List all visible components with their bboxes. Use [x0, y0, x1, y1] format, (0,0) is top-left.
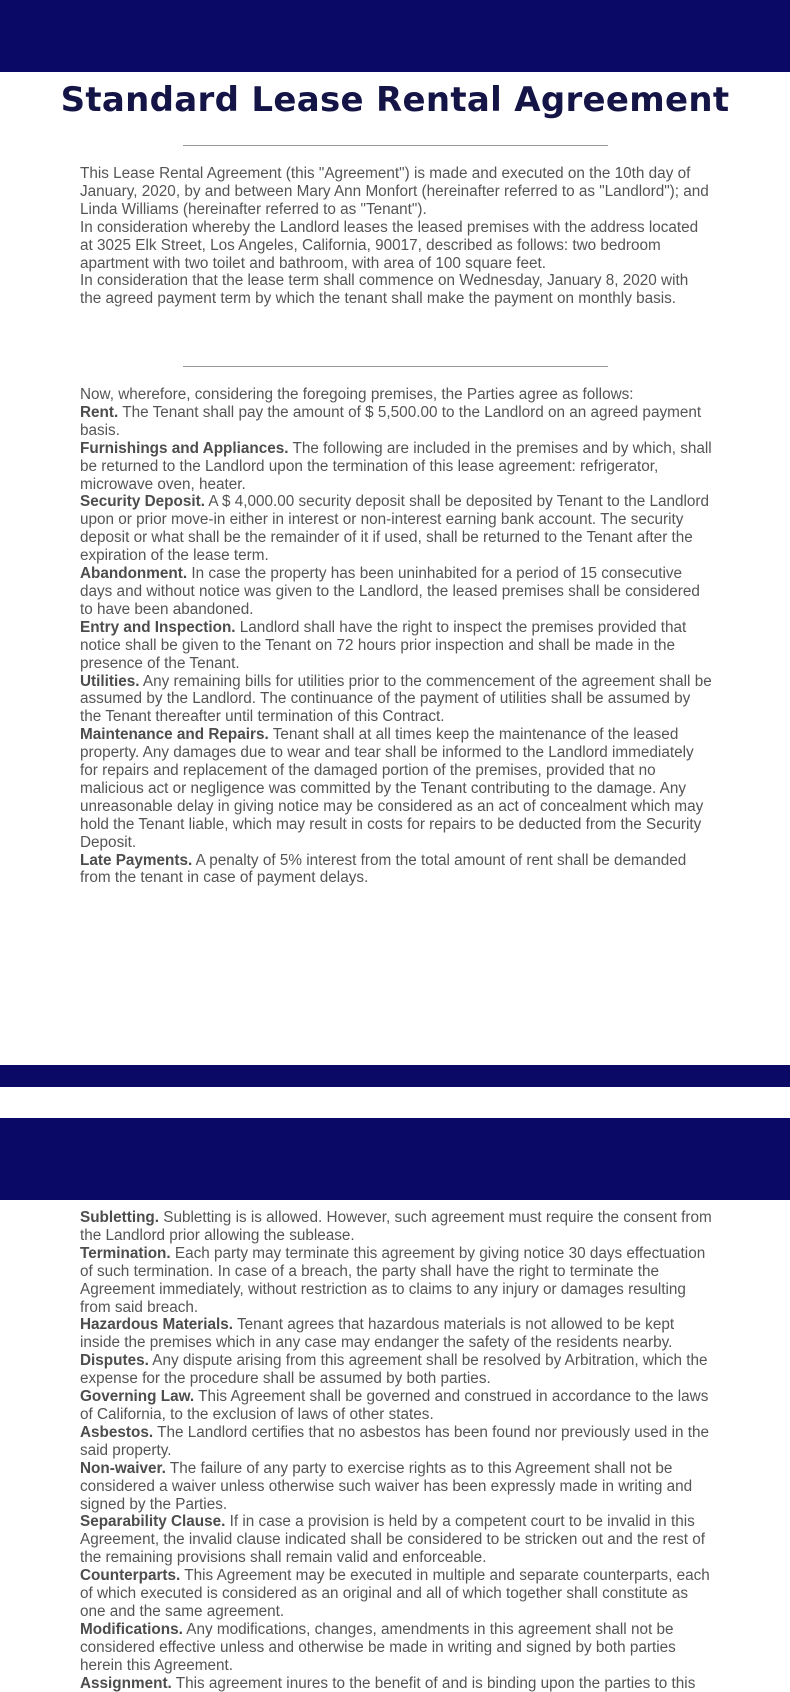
document-title: Standard Lease Rental Agreement — [60, 80, 730, 120]
clause — [80, 440, 712, 494]
header-band — [0, 0, 790, 72]
clause-text: This Agreement shall be governed and construed in accordance to the laws of California, to the exclusion of laws of other states. — [80, 1388, 709, 1423]
clause-heading: Furnishings and Appliances. — [80, 439, 289, 457]
clause — [80, 1424, 712, 1460]
clause-text: Tenant shall at all times keep the maintenance of the leased property. Any damages due to wear and tear shall be informed to the Landlord immediately for repairs and replacement of the damaged portion of the premises, provided that no malicious act or negligence was committed by the Tenant contributing to the damage. Any unreasonable delay in giving notice may be considered as an act of concealment which may hold the Tenant liable, which may result in costs for repairs to be deducted from the Security Deposit. — [80, 726, 704, 851]
clause-heading: Maintenance and Repairs. — [80, 726, 269, 744]
clause — [80, 1352, 712, 1388]
intro-section — [80, 165, 712, 308]
clause — [80, 1316, 712, 1352]
clause — [80, 493, 712, 565]
clause-text: If in case a provision is held by a competent court to be invalid in this Agreement, the invalid clause indicated shall be considered to be stricken out and the rest of the remaining provisions shall remain valid and enforceable. — [80, 1513, 705, 1567]
intro-paragraph: In consideration that the lease term shall commence on Wednesday, January 8, 2020 with the agreed payment term by which the tenant shall make the payment on monthly basis. — [80, 272, 689, 308]
clause — [80, 1460, 712, 1514]
clause — [80, 1245, 712, 1317]
clause-heading: Subletting. — [80, 1209, 160, 1226]
clause-heading: Rent. — [80, 403, 119, 421]
clause-heading: Assignment. — [80, 1674, 172, 1692]
intro-paragraph: In consideration whereby the Landlord leases the leased premises with the address located at 3025 Elk Street, Los Angeles, California, 90017, described as follows: two bedroom apartment with two toilet and bathroom, with area of 100 square feet. — [80, 218, 699, 272]
clause-text: Subletting is is allowed. However, such agreement must require the consent from the Landlord prior allowing the sublease. — [80, 1209, 712, 1244]
clause-heading: Security Deposit. — [80, 493, 205, 511]
title-divider — [183, 145, 608, 146]
clause-text: Each party may terminate this agreement by giving notice 30 days effectuation of such termination. In case of a breach, the party shall have the right to terminate the Agreement immediately, without restriction as to claims to any injury or damages resulting from said breach. — [80, 1244, 706, 1316]
clause-heading: Termination. — [80, 1244, 171, 1262]
clause-heading: Hazardous Materials. — [80, 1316, 234, 1334]
clause-heading: Asbestos. — [80, 1423, 154, 1441]
clause-heading: Utilities. — [80, 672, 140, 690]
clause-heading: Disputes. — [80, 1352, 149, 1370]
clause — [80, 852, 712, 888]
clause-text: This Agreement may be executed in multiple and separate counterparts, each of which executed is considered as an original and all of which together shall constitute as one and the same agreement. — [80, 1567, 710, 1620]
clause-list-page2 — [80, 1209, 712, 1692]
clause — [80, 404, 712, 440]
clause-heading: Entry and Inspection. — [80, 618, 236, 636]
clause — [80, 1388, 712, 1424]
clause — [80, 1675, 712, 1692]
terms-section-page2 — [80, 1209, 712, 1692]
clause-heading: Modifications. — [80, 1620, 183, 1638]
clause — [80, 726, 712, 851]
section-divider — [183, 366, 608, 367]
clause — [80, 1513, 712, 1567]
clause-heading: Abandonment. — [80, 565, 188, 583]
clause-text: Any remaining bills for utilities prior to the commencement of the agreement shall be assumed by the Landlord. The continuance of the payment of utilities shall be assumed by the Tenant thereafter until termination of this Contract. — [80, 672, 712, 726]
clause-text: Any modifications, changes, amendments in this agreement shall not be considered effective unless and otherwise be made in writing and signed by both parties herein this Agreement. — [80, 1620, 676, 1674]
clause-text: The following are included in the premises and by which, shall be returned to the Landlord upon the termination of this lease agreement: refrigerator, microwave oven, heater. — [80, 439, 712, 493]
clause — [80, 565, 712, 619]
clause-text: Landlord shall have the right to inspect the premises provided that notice shall be given to the Tenant on 72 hours prior inspection and shall be made in the presence of the Tenant. — [80, 618, 687, 672]
clause-text: Any dispute arising from this agreement shall be resolved by Arbitration, which the expense for the procedure shall be assumed by both parties. — [80, 1352, 708, 1388]
page-footer-band — [0, 1065, 790, 1087]
clause-text: The Landlord certifies that no asbestos has been found nor previously used in the said property. — [80, 1423, 709, 1459]
clause-text: A penalty of 5% interest from the total amount of rent shall be demanded from the tenant in case of payment delays. — [80, 851, 687, 887]
clause — [80, 619, 712, 673]
clause-text: The Tenant shall pay the amount of $ 5,500.00 to the Landlord on an agreed payment basis. — [80, 403, 702, 439]
clause-text: The failure of any party to exercise rights as to this Agreement shall not be considered a waiver unless otherwise such waiver has been expressly made in writing and signed by the Parties. — [80, 1459, 693, 1513]
clause-heading: Separability Clause. — [80, 1513, 226, 1531]
clause — [80, 673, 712, 727]
page2-header-band — [0, 1118, 790, 1200]
clause-text: Tenant agrees that hazardous materials is not allowed to be kept inside the premises which in any case may endanger the safety of the residents nearby. — [80, 1316, 675, 1352]
clause-text: This agreement inures to the benefit of and is binding upon the parties to this — [175, 1674, 696, 1692]
clause-text: In case the property has been uninhabited for a period of 15 consecutive days and without notice was given to the Landlord, the leased premises shall be considered to have been abandoned. — [80, 565, 700, 618]
clause — [80, 1209, 712, 1245]
terms-section-page1 — [80, 386, 712, 887]
clause-heading: Late Payments. — [80, 851, 193, 869]
clause-list-page1 — [80, 404, 712, 887]
clause-heading: Non-waiver. — [80, 1459, 166, 1477]
terms-intro: Now, wherefore, considering the foregoing premises, the Parties agree as follows: — [80, 386, 634, 403]
clause — [80, 1567, 712, 1621]
clause-heading: Counterparts. — [80, 1567, 181, 1585]
clause-text: A $ 4,000.00 security deposit shall be deposited by Tenant to the Landlord upon or prior move-in either in interest or non-interest earning bank account. The security deposit or what shall be the remainder of it if used, shall be returned to the Tenant after the expiration of the lease term. — [80, 493, 709, 565]
clause — [80, 1621, 712, 1675]
intro-paragraph: This Lease Rental Agreement (this "Agreement") is made and executed on the 10th day of January, 2020, by and between Mary Ann Monfort (hereinafter referred to as "Landlord"); and Linda Williams (hereinafter referred to as "Tenant"). — [80, 165, 709, 218]
clause-heading: Governing Law. — [80, 1388, 195, 1406]
